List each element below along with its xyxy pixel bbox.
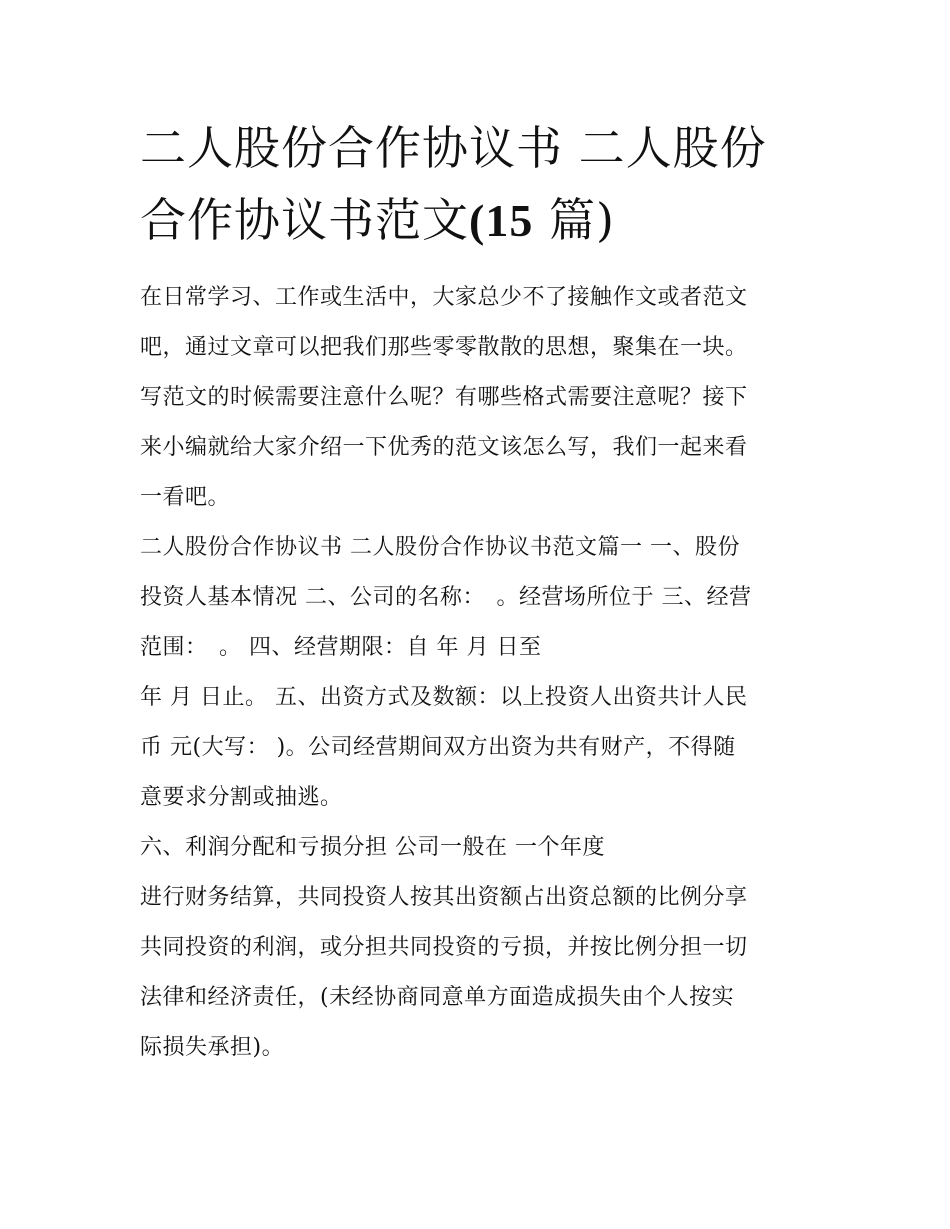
text-line: 一看吧。 bbox=[140, 485, 231, 510]
document-title bbox=[140, 112, 820, 257]
text-line: 币 元(大写： )。公司经营期间双方出资为共有财产，不得随 bbox=[140, 735, 736, 760]
title-count: (15 bbox=[469, 195, 534, 246]
text-line: 吧，通过文章可以把我们那些零零散散的思想，聚集在一块。 bbox=[140, 335, 748, 360]
paragraph-intro bbox=[140, 273, 820, 523]
paragraph-capital bbox=[140, 673, 820, 823]
document-page bbox=[140, 112, 820, 1073]
text-line: 二人股份合作协议书 二人股份合作协议书范文篇一 一、股份 bbox=[140, 535, 740, 560]
text-line: 法律和经济责任，(未经协商同意单方面造成损失由个人按实 bbox=[140, 985, 735, 1010]
text-line: 来小编就给大家介绍一下优秀的范文该怎么写，我们一起来看 bbox=[140, 435, 748, 460]
title-text: 合作协议书范文 bbox=[140, 193, 469, 247]
paragraph-profit-heading bbox=[140, 823, 820, 873]
text-line: 共同投资的利润，或分担共同投资的亏损，并按比例分担一切 bbox=[140, 935, 748, 960]
title-suffix: 篇) bbox=[533, 193, 615, 247]
text-line: 投资人基本情况 二、公司的名称： 。经营场所位于 三、经营 bbox=[140, 585, 752, 610]
text-line: 写范文的时候需要注意什么呢？有哪些格式需要注意呢？接下 bbox=[140, 385, 748, 410]
title-line-2 bbox=[140, 184, 820, 257]
title-line-1: 二人股份合作协议书 二人股份 bbox=[140, 121, 767, 175]
paragraph-profit bbox=[140, 873, 820, 1073]
text-line: 六、利润分配和亏损分担 公司一般在 一个年度 bbox=[140, 835, 605, 860]
text-line: 范围： 。 四、经营期限：自 年 月 日至 bbox=[140, 635, 542, 660]
text-line: 进行财务结算，共同投资人按其出资额占出资总额的比例分享 bbox=[140, 885, 748, 910]
text-line: 际损失承担)。 bbox=[140, 1035, 285, 1060]
text-line: 意要求分割或抽逃。 bbox=[140, 785, 343, 810]
document-body bbox=[140, 273, 820, 1073]
paragraph-basic-info bbox=[140, 523, 820, 673]
text-line: 年 月 日止。 五、出资方式及数额：以上投资人出资共计人民 bbox=[140, 685, 748, 710]
text-line: 在日常学习、工作或生活中，大家总少不了接触作文或者范文 bbox=[140, 285, 748, 310]
